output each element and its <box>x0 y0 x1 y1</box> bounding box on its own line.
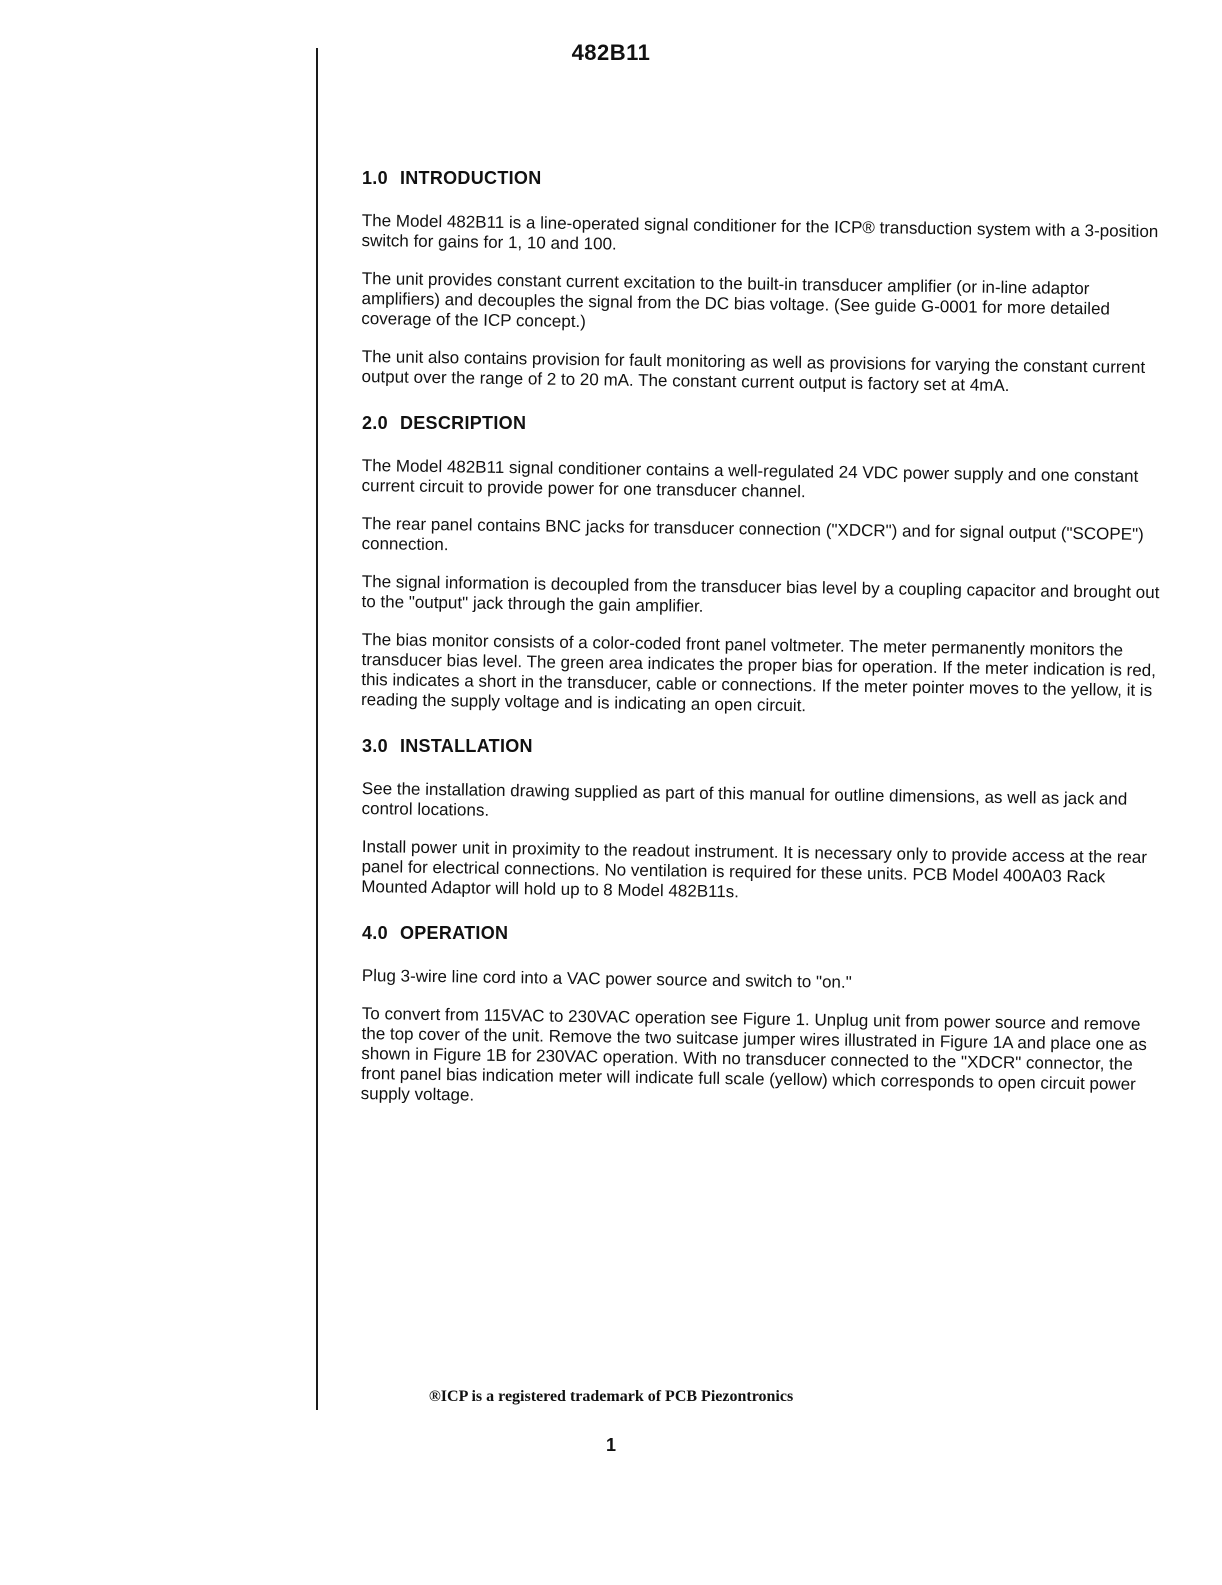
section-heading <box>362 923 1162 944</box>
section-title: DESCRIPTION <box>399 413 527 433</box>
paragraph: Plug 3-wire line cord into a VAC power source and switch to "on." <box>361 966 852 992</box>
paragraph: The unit also contains provision for fault monitoring as well as provisions for varying the constant current output over the range of 2 to 20 mA. The constant current output is factory set at 4mA. <box>361 347 1146 396</box>
section-title: INSTALLATION <box>399 736 533 756</box>
section-number: 1.0 <box>362 168 388 188</box>
paragraph: The signal information is decoupled from the transducer bias level by a coupling capacitor and brought out to the "output" jack through the gain amplifier. <box>361 572 1160 616</box>
section-installation <box>361 736 1162 902</box>
section-number: 3.0 <box>362 736 388 756</box>
paragraph: The Model 482B11 signal conditioner contains a well-regulated 24 VDC power supply and one constant current circuit to provide power for one transducer channel. <box>361 456 1139 502</box>
page-number: 1 <box>605 1435 616 1455</box>
trademark-footnote: ®ICP is a registered trademark of PCB Piezontronics <box>428 1388 794 1405</box>
section-number: 4.0 <box>362 923 388 943</box>
paragraph: Install power unit in proximity to the readout instrument. It is necessary only to provide access at the rear panel for electrical connections. No ventilation is required for these units. PCB Model 400A03 Rack Mounted Adaptor will hold up to 8 Model 482B11s. <box>361 837 1148 902</box>
section-description <box>360 413 1162 716</box>
paragraph: The Model 482B11 is a line-operated signal conditioner for the ICP® transduction system with a 3-position switch for gains for 1, 10 and 100. <box>361 211 1159 254</box>
paragraph: See the installation drawing supplied as part of this manual for outline dimensions, as well as jack and control locations. <box>361 779 1128 820</box>
section-heading <box>362 736 1162 757</box>
section-title: OPERATION <box>399 923 509 943</box>
section-title: INTRODUCTION <box>399 168 542 188</box>
paragraph: The unit provides constant current excitation to the built-in transducer amplifier (or in-line adaptor amplifiers) and decouples the signal from the DC bias voltage. (See guide G-0001 for more detailed coverage of the ICP concept.) <box>361 269 1111 332</box>
section-operation <box>362 923 1162 1104</box>
section-introduction <box>361 168 1162 396</box>
paragraph: The bias monitor consists of a color-coded front panel voltmeter. The meter permanently monitors the transducer bias level. The green area indicates the proper bias for operation. If the meter indication is red, this indicates a short in the transducer, cable or connections. If the meter pointer moves to the yellow, it is reading the supply voltage and is indicating an open circuit. <box>360 630 1157 716</box>
margin-rule <box>316 48 318 1410</box>
section-number: 2.0 <box>362 413 388 433</box>
section-heading <box>362 168 1162 189</box>
paragraph: The rear panel contains BNC jacks for transducer connection ("XDCR") and for signal output ("SCOPE") connection. <box>361 514 1144 555</box>
document-body <box>362 168 1162 1130</box>
document-header-model: 482B11 <box>571 40 651 65</box>
paragraph: To convert from 115VAC to 230VAC operation see Figure 1. Unplug unit from power source and remove the top cover of the unit. Remove the two suitcase jumper wires illustrated in Figure 1A and place one as shown in Figure 1B for 230VAC operation. With no transducer connected to the "XDCR" connector, the front panel bias indication meter will indicate full scale (yellow) which corresponds to open circuit power supply voltage. <box>360 1004 1147 1105</box>
section-heading <box>362 413 1162 434</box>
